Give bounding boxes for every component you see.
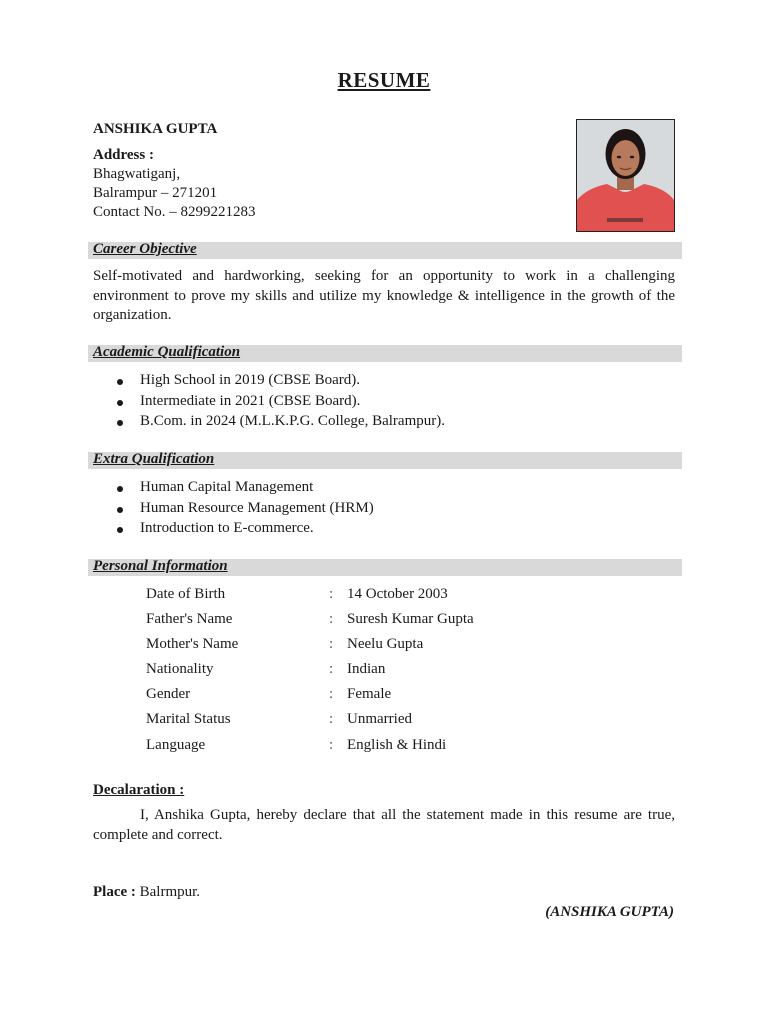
info-separator: : <box>329 586 334 602</box>
candidate-name: ANSHIKA GUPTA <box>93 121 218 137</box>
info-key: Nationality <box>146 661 214 677</box>
career-objective-text: Self-motivated and hardworking, seeking for an opportunity to work in a challenging environment to prove my skills and utilize my knowledge & intelligence in the growth of the organization. <box>93 268 675 323</box>
info-value: Unmarried <box>347 711 412 727</box>
declaration-heading: Decalaration : <box>93 782 185 798</box>
info-value: English & Hindi <box>347 737 447 753</box>
contact-number: Contact No. – 8299221283 <box>93 204 256 220</box>
list-item: Human Resource Management (HRM) <box>117 500 374 521</box>
info-separator: : <box>329 611 334 627</box>
info-key: Mother's Name <box>146 636 239 652</box>
info-value: Female <box>347 686 392 702</box>
place-value: Balrmpur. <box>135 884 201 900</box>
info-value: Neelu Gupta <box>347 636 424 652</box>
list-item: B.Com. in 2024 (M.L.K.P.G. College, Balrampur). <box>117 413 445 434</box>
list-item: Human Capital Management <box>117 479 374 500</box>
address-label: Address : <box>93 147 154 163</box>
info-separator: : <box>329 661 334 677</box>
info-value: Suresh Kumar Gupta <box>347 611 474 627</box>
section-personal-information <box>88 559 682 576</box>
info-key: Marital Status <box>146 711 231 727</box>
info-key: Father's Name <box>146 611 233 627</box>
info-value: 14 October 2003 <box>347 586 448 602</box>
extra-list <box>117 479 374 541</box>
academic-list <box>117 372 445 434</box>
info-key: Date of Birth <box>146 586 226 602</box>
list-item: Intermediate in 2021 (CBSE Board). <box>117 393 445 414</box>
section-extra-qualification <box>88 452 682 469</box>
section-heading: Extra Qualification <box>93 451 215 467</box>
profile-photo-icon <box>577 120 674 231</box>
place-line <box>93 884 200 901</box>
place-label: Place : <box>93 884 136 900</box>
address-line-1: Bhagwatiganj, <box>93 166 181 182</box>
info-value: Indian <box>347 661 386 677</box>
section-heading: Academic Qualification <box>93 344 241 360</box>
list-item: High School in 2019 (CBSE Board). <box>117 372 445 393</box>
address-line-2: Balrampur – 271201 <box>93 185 218 201</box>
page-title: RESUME <box>337 68 431 92</box>
info-separator: : <box>329 711 334 727</box>
profile-photo <box>576 119 675 232</box>
signature-name: (ANSHIKA GUPTA) <box>545 904 674 920</box>
list-item: Introduction to E-commerce. <box>117 520 374 541</box>
section-heading: Personal Information <box>93 558 228 574</box>
info-separator: : <box>329 686 334 702</box>
section-academic-qualification <box>88 345 682 362</box>
section-heading: Career Objective <box>93 241 197 257</box>
section-career-objective <box>88 242 682 259</box>
info-separator: : <box>329 737 334 753</box>
info-key: Gender <box>146 686 191 702</box>
declaration-text: I, Anshika Gupta, hereby declare that all the statement made in this resume are true, complete and correct. <box>93 807 675 843</box>
info-separator: : <box>329 636 334 652</box>
info-key: Language <box>146 737 206 753</box>
